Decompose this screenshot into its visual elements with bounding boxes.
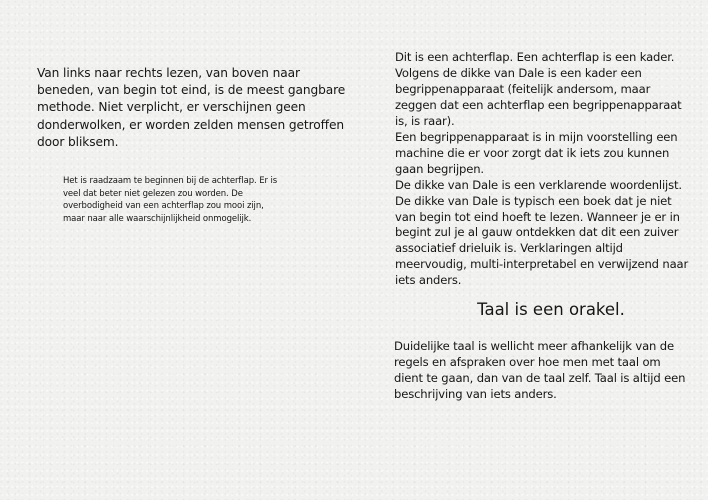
flap-line: begrippenapparaat (feitelijk andersom, maar bbox=[395, 81, 651, 96]
advice-line: Het is raadzaam te beginnen bij de achterflap. Er is bbox=[63, 176, 278, 186]
flap-line: Dit is een achterflap. Een achterflap is een kader. bbox=[395, 50, 675, 64]
flap-line: is, is raar). bbox=[395, 113, 455, 128]
advice-line: veel dat beter niet gelezen zou worden. De bbox=[63, 188, 243, 199]
flap-line: Volgens de dikke van Dale is een kader een bbox=[395, 65, 642, 80]
flap-line: De dikke van Dale is typisch een boek dat je niet bbox=[395, 193, 672, 208]
intro-line: donderwolken, er worden zelden mensen getroffen bbox=[37, 117, 344, 132]
right-page bbox=[354, 0, 708, 500]
flap-line: zeggen dat een achterflap een begrippenapparaat bbox=[395, 97, 682, 112]
flap-line: Een begrippenapparaat is in mijn voorstelling een bbox=[395, 129, 678, 144]
achterflap-paragraph bbox=[395, 50, 705, 289]
flap-line: van begin tot eind hoeft te lezen. Wanneer je er in bbox=[395, 209, 680, 224]
section-heading: Taal is een orakel. bbox=[477, 300, 625, 319]
flap-line: meervoudig, multi-interpretabel en verwijzend naar bbox=[395, 257, 689, 272]
flap-line: iets anders. bbox=[395, 273, 462, 288]
advice-paragraph bbox=[63, 175, 333, 225]
flap-line: begint zul je al gauw ontdekken dat dit een zuiver bbox=[395, 225, 679, 240]
intro-line: beneden, van begin tot eind, is de meest gangbare bbox=[37, 83, 346, 98]
flap-line: De dikke van Dale is een verklarende woordenlijst. bbox=[395, 177, 682, 192]
flap-line: associatief drieluik is. Verklaringen altijd bbox=[395, 241, 623, 256]
taal-paragraph bbox=[394, 338, 704, 402]
advice-line: overbodigheid van een achterflap zou mooi zijn, bbox=[63, 201, 264, 212]
flap-line: gaan begrijpen. bbox=[395, 161, 484, 176]
intro-line: door bliksem. bbox=[37, 134, 119, 149]
intro-line: methode. Niet verplicht, er verschijnen geen bbox=[37, 100, 306, 115]
flap-line: machine die er voor zorgt dat ik iets zou kunnen bbox=[395, 145, 670, 160]
taal-line: regels en afspraken over hoe men met taal om bbox=[394, 355, 661, 369]
intro-paragraph bbox=[37, 65, 346, 151]
advice-line: maar naar alle waarschijnlijkheid onmogelijk. bbox=[63, 213, 252, 224]
taal-line: Duidelijke taal is wellicht meer afhankelijk van de bbox=[394, 339, 674, 353]
intro-line: Van links naar rechts lezen, van boven naar bbox=[37, 66, 300, 80]
taal-line: dient te gaan, dan van de taal zelf. Taal is altijd een bbox=[394, 371, 686, 385]
taal-line: beschrijving van iets anders. bbox=[394, 387, 557, 401]
